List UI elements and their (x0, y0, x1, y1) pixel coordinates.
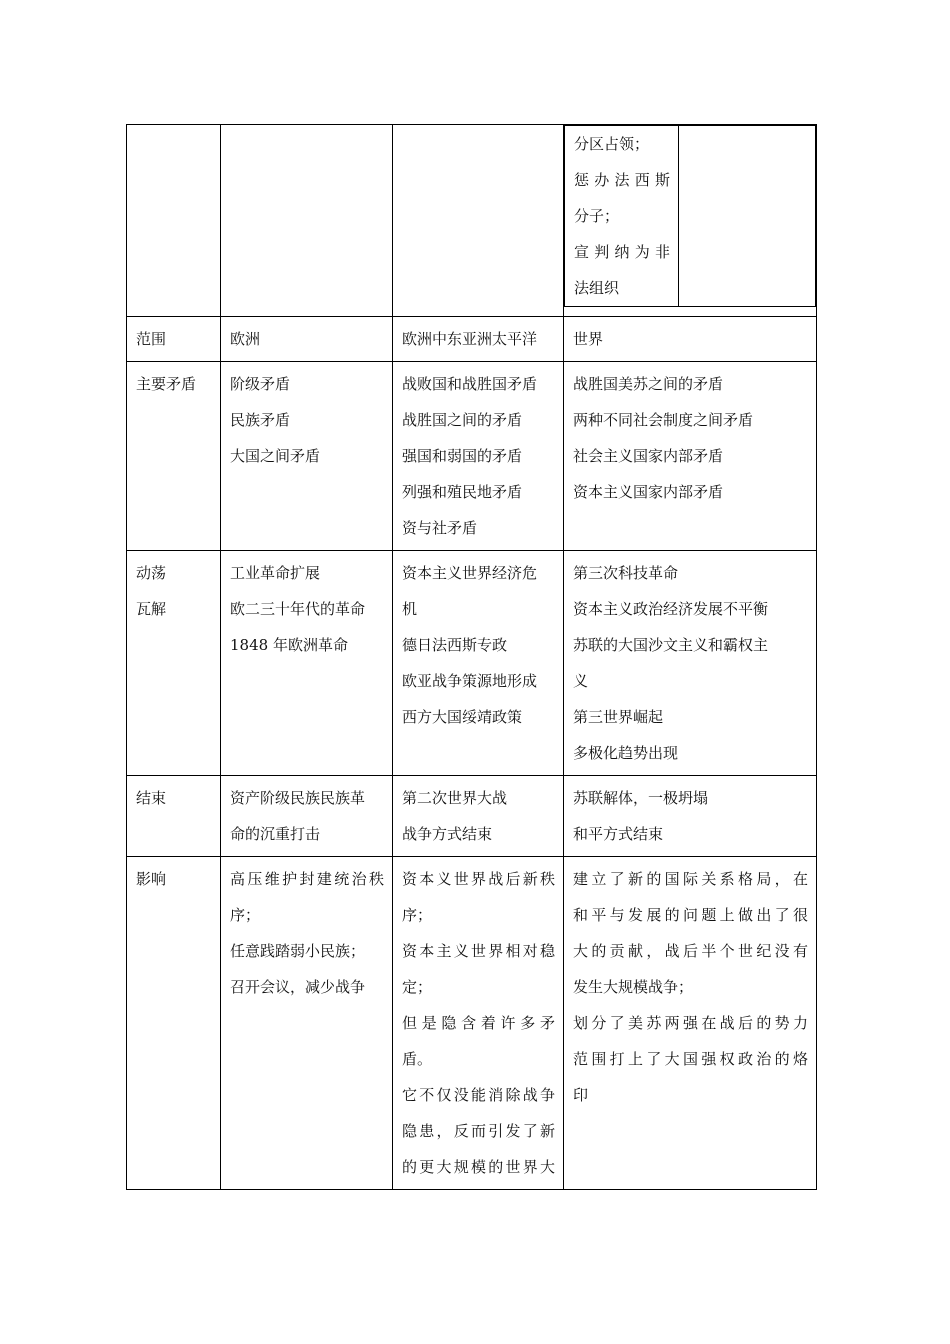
text-line: 建立了新的国际关系格局，在 (573, 870, 808, 888)
text-line: 隐患，反而引发了新 (402, 1122, 555, 1140)
row-label: 主要矛盾 (136, 375, 197, 393)
row-label: 结束 (136, 789, 167, 807)
text-line: 分区占领； (574, 135, 650, 153)
cell-col2 (221, 317, 393, 362)
text-line: 任意践踏弱小民族； (230, 942, 366, 960)
text-line: 资与社矛盾 (402, 519, 478, 537)
text-line: 盾。 (402, 1050, 433, 1068)
text-line: 机 (402, 600, 418, 618)
text-line: 资本主义世界经济危 (402, 564, 538, 582)
text-line: 范围打上了大国强权政治的烙 (573, 1050, 808, 1068)
text-line: 欧洲中东亚洲太平洋 (402, 330, 538, 348)
text-line: 发生大规模战争； (573, 978, 694, 996)
table-row-turmoil (127, 551, 817, 776)
table-row-scope (127, 317, 817, 362)
text-line: 命的沉重打击 (230, 825, 321, 843)
nested-cell-table (564, 125, 816, 307)
text-line: 分子； (574, 207, 620, 225)
text-line: 资本义世界战后新秩 (402, 870, 555, 888)
cell-col2 (221, 776, 393, 857)
cell-col2 (221, 551, 393, 776)
text-line: 资产阶级民族民族革 (230, 789, 366, 807)
text-line: 强国和弱国的矛盾 (402, 447, 523, 465)
cell-col3 (393, 125, 564, 317)
text-line: 战争方式结束 (402, 825, 493, 843)
text-line: 世界 (573, 330, 604, 348)
text-line: 定； (402, 978, 433, 996)
table-row-ending (127, 776, 817, 857)
text-line: 义 (573, 672, 589, 690)
table-row-impact (127, 857, 817, 1190)
text-line: 序； (402, 906, 433, 924)
text-line: 工业革命扩展 (230, 564, 321, 582)
text-line: 欧二三十年代的革命 (230, 600, 366, 618)
text-line: 大的贡献，战后半个世纪没有 (573, 942, 808, 960)
cell-label (127, 776, 221, 857)
cell-col2 (221, 125, 393, 317)
text-line: 资本主义政治经济发展不平衡 (573, 600, 769, 618)
text-line: 但是隐含着许多矛 (402, 1014, 555, 1032)
cell-col3 (393, 857, 564, 1190)
text-line: 战败国和战胜国矛盾 (402, 375, 538, 393)
text-line: 苏联的大国沙文主义和霸权主 (573, 636, 769, 654)
text-line: 欧亚战争策源地形成 (402, 672, 538, 690)
text-line: 划分了美苏两强在战后的势力 (573, 1014, 808, 1032)
text-line: 和平方式结束 (573, 825, 664, 843)
text-line: 列强和殖民地矛盾 (402, 483, 523, 501)
cell-col2 (221, 857, 393, 1190)
cell-label (127, 857, 221, 1190)
cell-col4 (564, 317, 817, 362)
nested-cell-left (565, 126, 679, 307)
text-line: 惩办法西斯 (574, 171, 670, 189)
text-line: 和平与发展的问题上做出了很 (573, 906, 808, 924)
text-line: 社会主义国家内部矛盾 (573, 447, 724, 465)
text-line: 西方大国绥靖政策 (402, 708, 523, 726)
text-line: 大国之间矛盾 (230, 447, 321, 465)
cell-col3 (393, 776, 564, 857)
comparison-table (126, 124, 817, 1190)
text-line: 苏联解体，一极坍塌 (573, 789, 709, 807)
nested-cell-right (679, 126, 816, 307)
text-line: 民族矛盾 (230, 411, 291, 429)
text-line: 法组织 (574, 279, 620, 297)
text-line: 战胜国美苏之间的矛盾 (573, 375, 724, 393)
text-line: 德日法西斯专政 (402, 636, 508, 654)
row-label: 影响 (136, 870, 167, 888)
cell-col4 (564, 857, 817, 1190)
text-line: 资本主义国家内部矛盾 (573, 483, 724, 501)
cell-label (127, 362, 221, 551)
cell-label (127, 551, 221, 776)
cell-col3 (393, 317, 564, 362)
cell-label (127, 125, 221, 317)
text-line: 战胜国之间的矛盾 (402, 411, 523, 429)
row-label: 动荡 (136, 564, 167, 582)
text-line: 第二次世界大战 (402, 789, 508, 807)
cell-label (127, 317, 221, 362)
cell-col2 (221, 362, 393, 551)
cell-col3 (393, 551, 564, 776)
cell-col4 (564, 125, 817, 317)
cell-col4 (564, 362, 817, 551)
text-line: 第三次科技革命 (573, 564, 679, 582)
text-line: 欧洲 (230, 330, 261, 348)
text-line: 第三世界崛起 (573, 708, 664, 726)
text-line: 多极化趋势出现 (573, 744, 679, 762)
text-line: 的更大规模的世界大 (402, 1158, 555, 1176)
text-line: 阶级矛盾 (230, 375, 291, 393)
text-line: 宣判纳为非 (574, 243, 670, 261)
text-line: 高压维护封建统治秩 (230, 870, 384, 888)
text-line: 召开会议，减少战争 (230, 978, 366, 996)
text-line: 印 (573, 1086, 589, 1104)
text-line: 1848 年欧洲革命 (230, 636, 348, 654)
row-label: 范围 (136, 330, 167, 348)
table-row-continuation (127, 125, 817, 317)
text-line: 两种不同社会制度之间矛盾 (573, 411, 754, 429)
cell-col3 (393, 362, 564, 551)
table-row-contradictions (127, 362, 817, 551)
cell-col4 (564, 551, 817, 776)
row-label: 瓦解 (136, 600, 167, 618)
text-line: 资本主义世界相对稳 (402, 942, 555, 960)
text-line: 序； (230, 906, 261, 924)
text-line: 它不仅没能消除战争 (402, 1086, 555, 1104)
cell-col4 (564, 776, 817, 857)
